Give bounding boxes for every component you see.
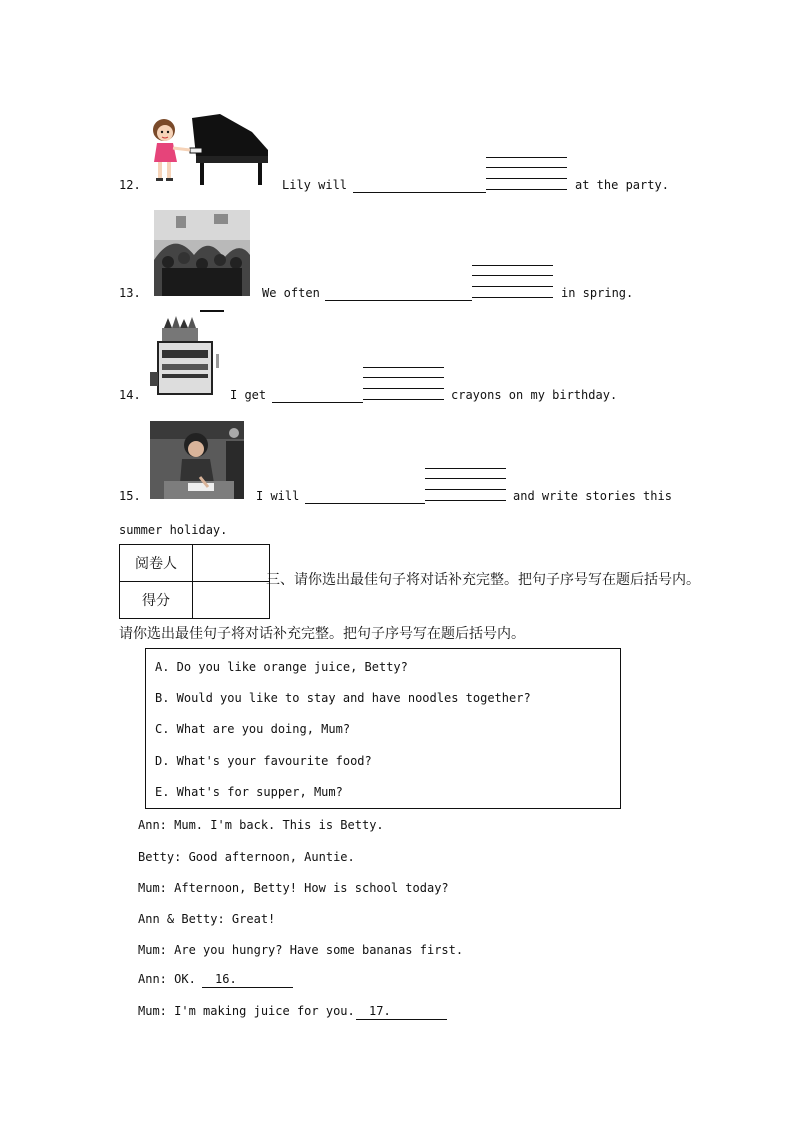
writing-line: [472, 275, 553, 276]
writing-line: [472, 286, 553, 287]
question-text-before: I get: [230, 388, 267, 402]
option-item: E. What's for supper, Mum?: [155, 785, 343, 799]
writing-line: [472, 265, 553, 266]
writing-line: [363, 377, 444, 378]
writing-line: [425, 489, 506, 490]
option-item: C. What are you doing, Mum?: [155, 722, 351, 736]
writing-line: [363, 367, 444, 368]
writing-line: [363, 388, 444, 389]
reviewer-field[interactable]: [193, 545, 270, 582]
dialogue-line: Mum: Afternoon, Betty! How is school today?: [138, 881, 449, 895]
blank-16-label: 16.: [215, 972, 237, 986]
question-text-after: and write stories this: [513, 489, 672, 503]
dialogue-line-prefix: Ann: OK.: [138, 972, 196, 986]
answer-blank[interactable]: [305, 503, 425, 504]
writing-line: [486, 157, 567, 158]
writing-line: [425, 478, 506, 479]
reviewer-label: 阅卷人: [120, 545, 193, 582]
question-number: 15.: [119, 489, 141, 503]
answer-blank-16[interactable]: [202, 987, 293, 988]
writing-girl-image: [150, 421, 244, 499]
options-box: [145, 648, 621, 809]
score-field[interactable]: [193, 582, 270, 619]
dialogue-line-prefix: Mum: I'm making juice for you.: [138, 1004, 355, 1018]
question-text-before: We often: [262, 286, 320, 300]
question-number: 14.: [119, 388, 141, 402]
option-item: D. What's your favourite food?: [155, 754, 372, 768]
writing-line: [486, 167, 567, 168]
question-number: 13.: [119, 286, 141, 300]
writing-line: [486, 189, 567, 190]
question-text-before: I will: [256, 489, 300, 503]
answer-blank[interactable]: [325, 300, 472, 301]
piano-girl-image: [150, 110, 272, 188]
score-table: [119, 544, 270, 619]
blank-17-label: 17.: [369, 1004, 391, 1018]
writing-line: [472, 297, 553, 298]
section-heading: 三、请你选出最佳句子将对话补充完整。把句子序号写在题后括号内。: [266, 572, 700, 588]
question-number: 12.: [119, 178, 141, 192]
writing-line: [363, 399, 444, 400]
dialogue-line: Betty: Good afternoon, Auntie.: [138, 850, 355, 864]
crayons-image: [148, 310, 228, 403]
question-text-after: at the party.: [575, 178, 669, 192]
answer-blank[interactable]: [272, 402, 363, 403]
writing-line: [486, 178, 567, 179]
answer-blank-17[interactable]: [356, 1019, 447, 1020]
option-item: B. Would you like to stay and have noodles together?: [155, 691, 531, 705]
section-instruction: 请你选出最佳句子将对话补充完整。把句子序号写在题后括号内。: [119, 626, 525, 642]
outing-image: [154, 210, 250, 296]
writing-line: [425, 500, 506, 501]
option-item: A. Do you like orange juice, Betty?: [155, 660, 408, 674]
question-text-after: in spring.: [561, 286, 634, 300]
question-text-before: Lily will: [282, 178, 348, 192]
dialogue-line: Ann & Betty: Great!: [138, 912, 276, 926]
score-label: 得分: [120, 582, 193, 619]
writing-line: [425, 468, 506, 469]
dialogue-line: Ann: Mum. I'm back. This is Betty.: [138, 818, 384, 832]
question-text-after: crayons on my birthday.: [451, 388, 618, 402]
dialogue-line: Mum: Are you hungry? Have some bananas first.: [138, 943, 464, 957]
question-continuation: summer holiday.: [119, 523, 228, 537]
answer-blank[interactable]: [353, 192, 486, 193]
